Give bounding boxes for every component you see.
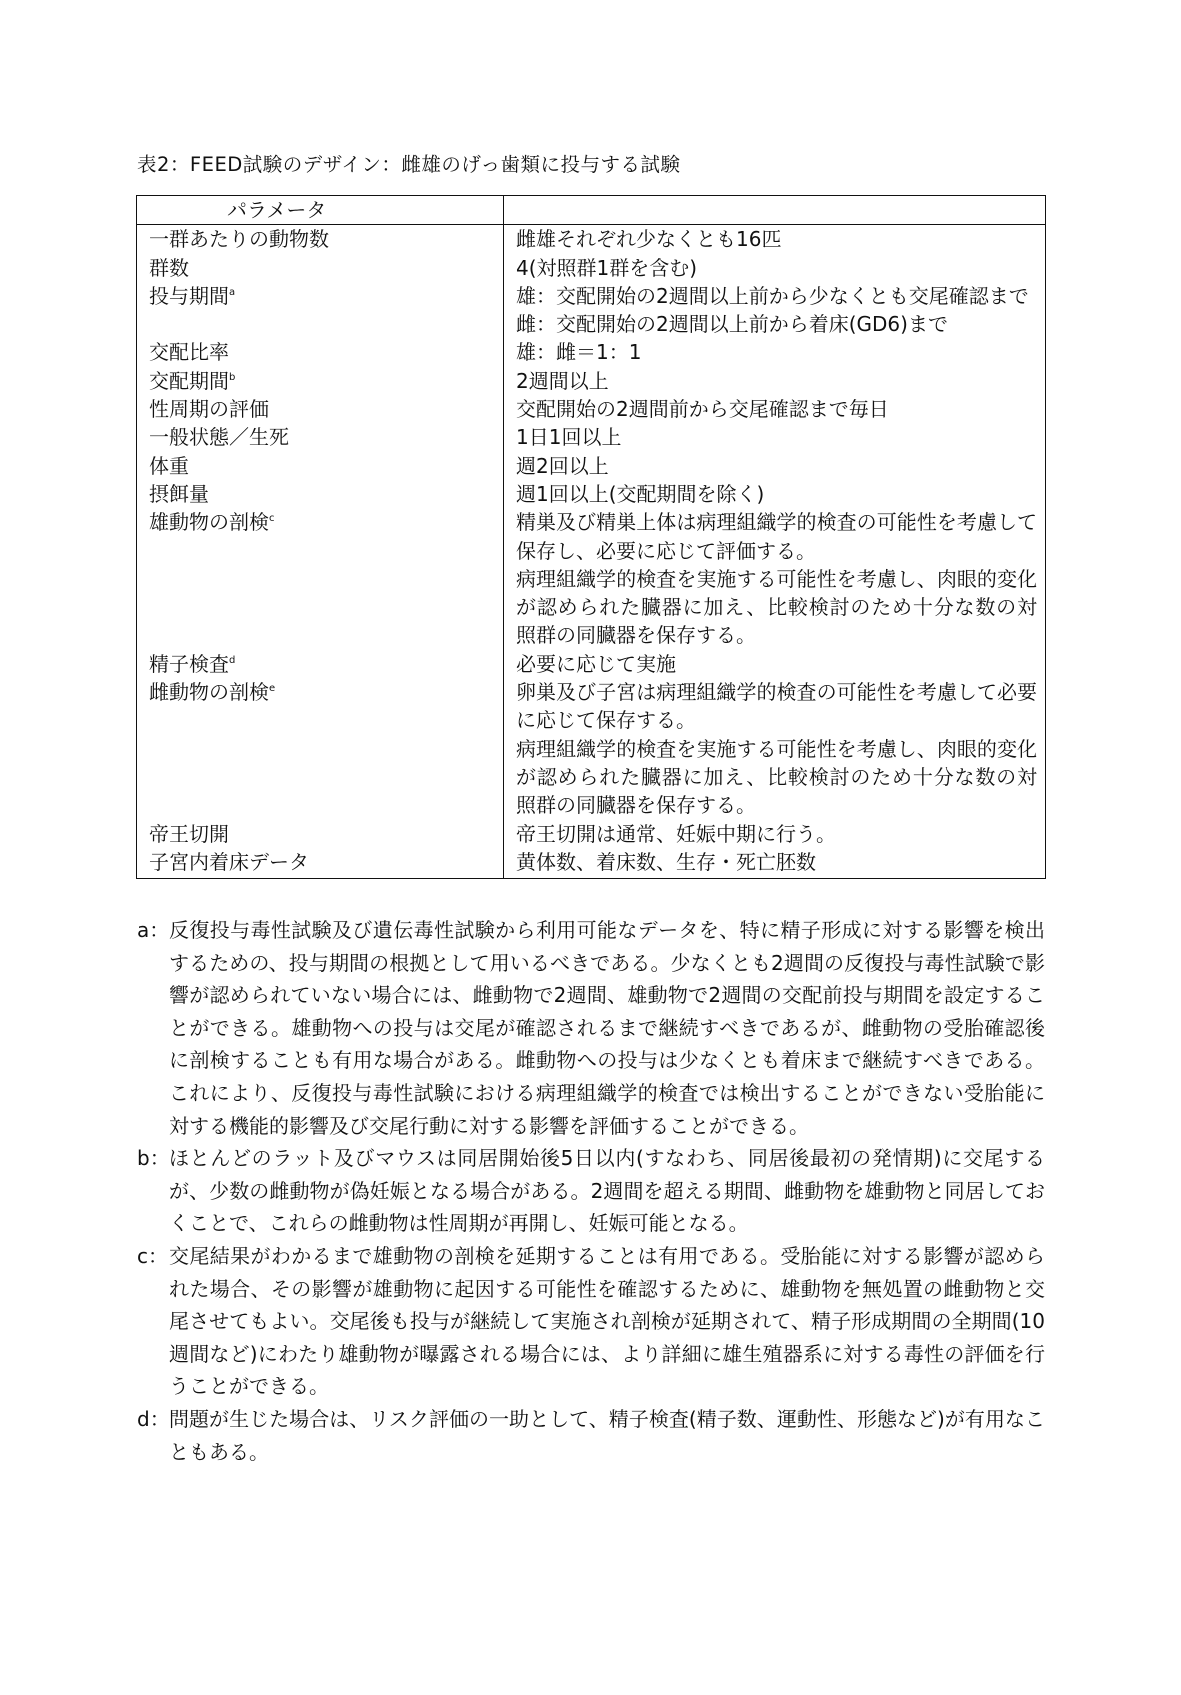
param-label: 帝王切開 bbox=[149, 821, 229, 846]
table-row bbox=[137, 480, 1046, 508]
value-text: 交配開始の2週間前から交尾確認まで毎日 bbox=[516, 397, 889, 422]
value-cell bbox=[504, 338, 1046, 366]
value-cell bbox=[504, 282, 1046, 339]
value-cell bbox=[504, 848, 1046, 879]
param-cell bbox=[137, 508, 504, 649]
table-row bbox=[137, 367, 1046, 395]
param-cell bbox=[137, 282, 504, 339]
value-text: 週1回以上(交配期間を除く) bbox=[516, 481, 765, 506]
footnote-label: c： bbox=[137, 1243, 168, 1268]
value-text: 卵巣及び子宮は病理組織学的検査の可能性を考慮して必要に応じて保存する。 bbox=[516, 680, 1037, 733]
footnotes bbox=[137, 914, 1045, 1468]
param-label: 一般状態／生死 bbox=[149, 425, 289, 450]
param-label: 子宮内着床データ bbox=[149, 849, 309, 874]
footnote-marker: e bbox=[269, 683, 276, 695]
value-cell bbox=[504, 423, 1046, 451]
value-cell bbox=[504, 508, 1046, 649]
value-cell bbox=[504, 480, 1046, 508]
param-cell bbox=[137, 395, 504, 423]
table-caption: 表2：FEED試験のデザイン：雌雄のげっ歯類に投与する試験 bbox=[137, 153, 681, 176]
param-label: 交配比率 bbox=[149, 340, 229, 365]
value-text: 週2回以上 bbox=[516, 453, 609, 478]
value-cell bbox=[504, 452, 1046, 480]
footnote-text: ほとんどのラット及びマウスは同居開始後5日以内(すなわち、同居後最初の発情期)に交尾するが、少数の雌動物が偽妊娠となる場合がある。2週間を超える期間、雌動物を雄動物と同居しておくことで、これらの雌動物は性周期が再開し、妊娠可能となる。 bbox=[169, 1146, 1045, 1236]
table-row bbox=[137, 225, 1046, 254]
param-label: 群数 bbox=[149, 255, 189, 280]
value-cell bbox=[504, 254, 1046, 282]
footnote-label: d： bbox=[137, 1406, 170, 1431]
param-label: 投与期間 bbox=[149, 283, 229, 308]
table-row bbox=[137, 423, 1046, 451]
value-text: 必要に応じて実施 bbox=[516, 651, 676, 676]
value-text: 2週間以上 bbox=[516, 368, 609, 393]
table-row bbox=[137, 338, 1046, 366]
value-text: 病理組織学的検査を実施する可能性を考慮し、肉眼的変化が認められた臓器に加え、比較検討のため十分な数の対照群の同臓器を保存する。 bbox=[516, 736, 1037, 818]
value-text: 雄：雌＝1：1 bbox=[516, 340, 642, 365]
value-text: 精巣及び精巣上体は病理組織学的検査の可能性を考慮して保存し、必要に応じて評価する。 bbox=[516, 510, 1037, 563]
param-cell bbox=[137, 650, 504, 678]
table-row bbox=[137, 282, 1046, 339]
footnote-label: b： bbox=[137, 1146, 170, 1171]
header-param: パラメータ bbox=[137, 196, 504, 225]
param-label: 交配期間 bbox=[149, 368, 229, 393]
value-cell bbox=[504, 820, 1046, 848]
footnote bbox=[137, 1142, 1045, 1240]
footnote-marker: b bbox=[229, 371, 236, 383]
value-cell bbox=[504, 225, 1046, 254]
value-text: 雌：交配開始の2週間以上前から着床(GD6)まで bbox=[516, 312, 948, 337]
footnote-text: 問題が生じた場合は、リスク評価の一助として、精子検査(精子数、運動性、形態など)が有用なこともある。 bbox=[169, 1406, 1045, 1464]
footnote bbox=[137, 1403, 1045, 1468]
param-label: 摂餌量 bbox=[149, 481, 209, 506]
param-cell bbox=[137, 678, 504, 819]
param-label: 精子検査 bbox=[149, 651, 229, 676]
table-row bbox=[137, 508, 1046, 649]
value-text: 黄体数、着床数、生存・死亡胚数 bbox=[516, 849, 816, 874]
footnote bbox=[137, 914, 1045, 1142]
param-cell bbox=[137, 338, 504, 366]
footnote bbox=[137, 1240, 1045, 1403]
table-row bbox=[137, 452, 1046, 480]
design-table bbox=[136, 195, 1046, 879]
value-text: 1日1回以上 bbox=[516, 425, 622, 450]
footnote-marker: d bbox=[229, 654, 236, 666]
table-row bbox=[137, 254, 1046, 282]
param-label: 雄動物の剖検 bbox=[149, 510, 269, 535]
value-cell bbox=[504, 395, 1046, 423]
value-text: 雌雄それぞれ少なくとも16匹 bbox=[516, 227, 782, 252]
param-label: 性周期の評価 bbox=[149, 397, 269, 422]
footnote-text: 反復投与毒性試験及び遺伝毒性試験から利用可能なデータを、特に精子形成に対する影響を検出するための、投与期間の根拠として用いるべきである。少なくとも2週間の反復投与毒性試験で影響が認められていない場合には、雌動物で2週間、雄動物で2週間の交配前投与期間を設定することができる。雄動物への投与は交尾が確認されるまで継続すべきであるが、雌動物の受胎確認後に剖検することも有用な場合がある。雌動物への投与は少なくとも着床まで継続すべきである。これにより、反復投与毒性試験における病理組織学的検査では検出することができない受胎能に対する機能的影響及び交尾行動に対する影響を評価することができる。 bbox=[169, 918, 1045, 1138]
footnote-marker: a bbox=[229, 286, 236, 298]
value-text: 雄：交配開始の2週間以上前から少なくとも交尾確認まで bbox=[516, 283, 1029, 308]
table-row bbox=[137, 678, 1046, 819]
param-cell bbox=[137, 480, 504, 508]
param-label: 雌動物の剖検 bbox=[149, 680, 269, 705]
value-text: 病理組織学的検査を実施する可能性を考慮し、肉眼的変化が認められた臓器に加え、比較検討のため十分な数の対照群の同臓器を保存する。 bbox=[516, 566, 1037, 648]
param-label: 一群あたりの動物数 bbox=[149, 227, 329, 252]
footnote-marker: c bbox=[269, 513, 275, 525]
table-row bbox=[137, 395, 1046, 423]
value-cell bbox=[504, 367, 1046, 395]
param-cell bbox=[137, 423, 504, 451]
param-cell bbox=[137, 452, 504, 480]
value-text: 4(対照群1群を含む) bbox=[516, 255, 698, 280]
param-cell bbox=[137, 367, 504, 395]
table-row bbox=[137, 848, 1046, 879]
header-value bbox=[504, 196, 1046, 225]
table-row bbox=[137, 650, 1046, 678]
table-header-row bbox=[137, 196, 1046, 225]
param-cell bbox=[137, 225, 504, 254]
footnote-text: 交尾結果がわかるまで雄動物の剖検を延期することは有用である。受胎能に対する影響が認められた場合、その影響が雄動物に起因する可能性を確認するために、雄動物を無処置の雌動物と交尾させてもよい。交尾後も投与が継続して実施され剖検が延期されて、精子形成期間の全期間(10週間など)にわたり雄動物が曝露される場合には、より詳細に雄生殖器系に対する毒性の評価を行うことができる。 bbox=[169, 1243, 1045, 1399]
param-cell bbox=[137, 848, 504, 879]
param-cell bbox=[137, 254, 504, 282]
footnote-label: a： bbox=[137, 918, 170, 942]
value-cell bbox=[504, 650, 1046, 678]
param-label: 体重 bbox=[149, 453, 189, 478]
table-row bbox=[137, 820, 1046, 848]
value-cell bbox=[504, 678, 1046, 819]
param-cell bbox=[137, 820, 504, 848]
value-text: 帝王切開は通常、妊娠中期に行う。 bbox=[516, 821, 836, 846]
